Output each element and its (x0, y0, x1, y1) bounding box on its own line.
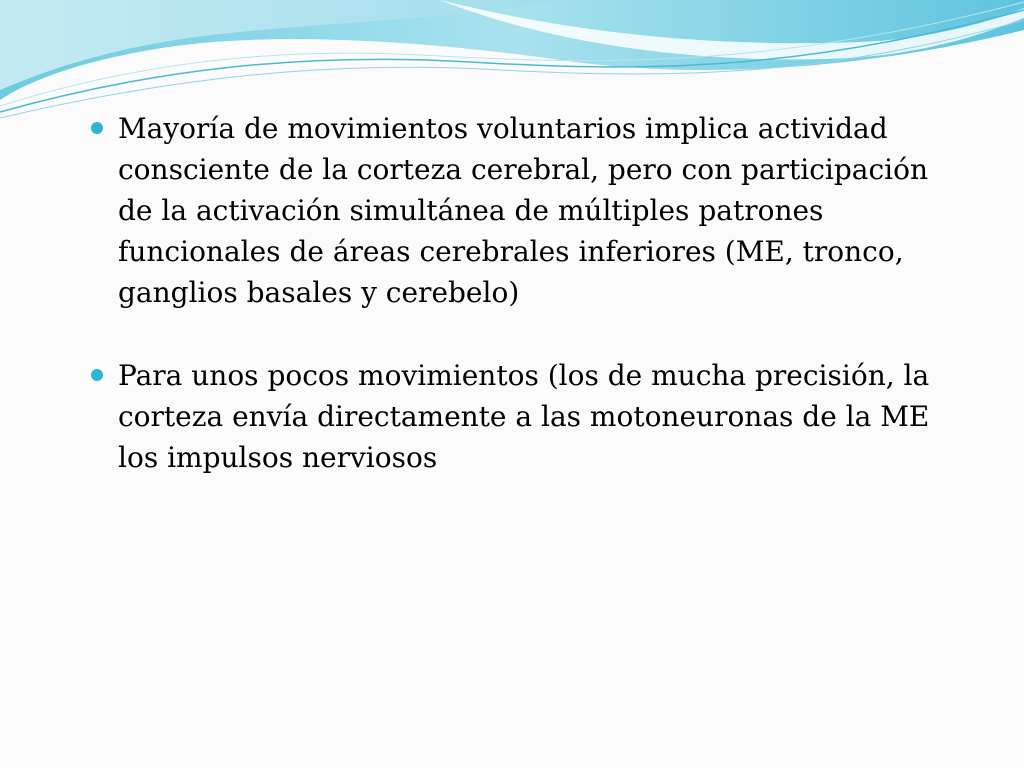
bullet-text: Mayoría de movimientos voluntarios implica actividad consciente de la corteza cerebral, pero con participación de la activación simultánea de múltiples patrones funcionales de áreas cerebrales inferiores (ME, tronco, ganglios basales y cerebelo) (118, 112, 929, 309)
bullet-item (88, 355, 948, 478)
bullet-item (88, 108, 948, 313)
bullet-text: Para unos pocos movimientos (los de mucha precisión, la corteza envía directamente a las motoneuronas de la ME los impulsos nerviosos (118, 359, 930, 474)
bullet-dot-icon (91, 122, 103, 134)
slide-content (88, 108, 948, 520)
bullet-dot-icon (91, 369, 103, 381)
bullet-list (88, 108, 948, 478)
